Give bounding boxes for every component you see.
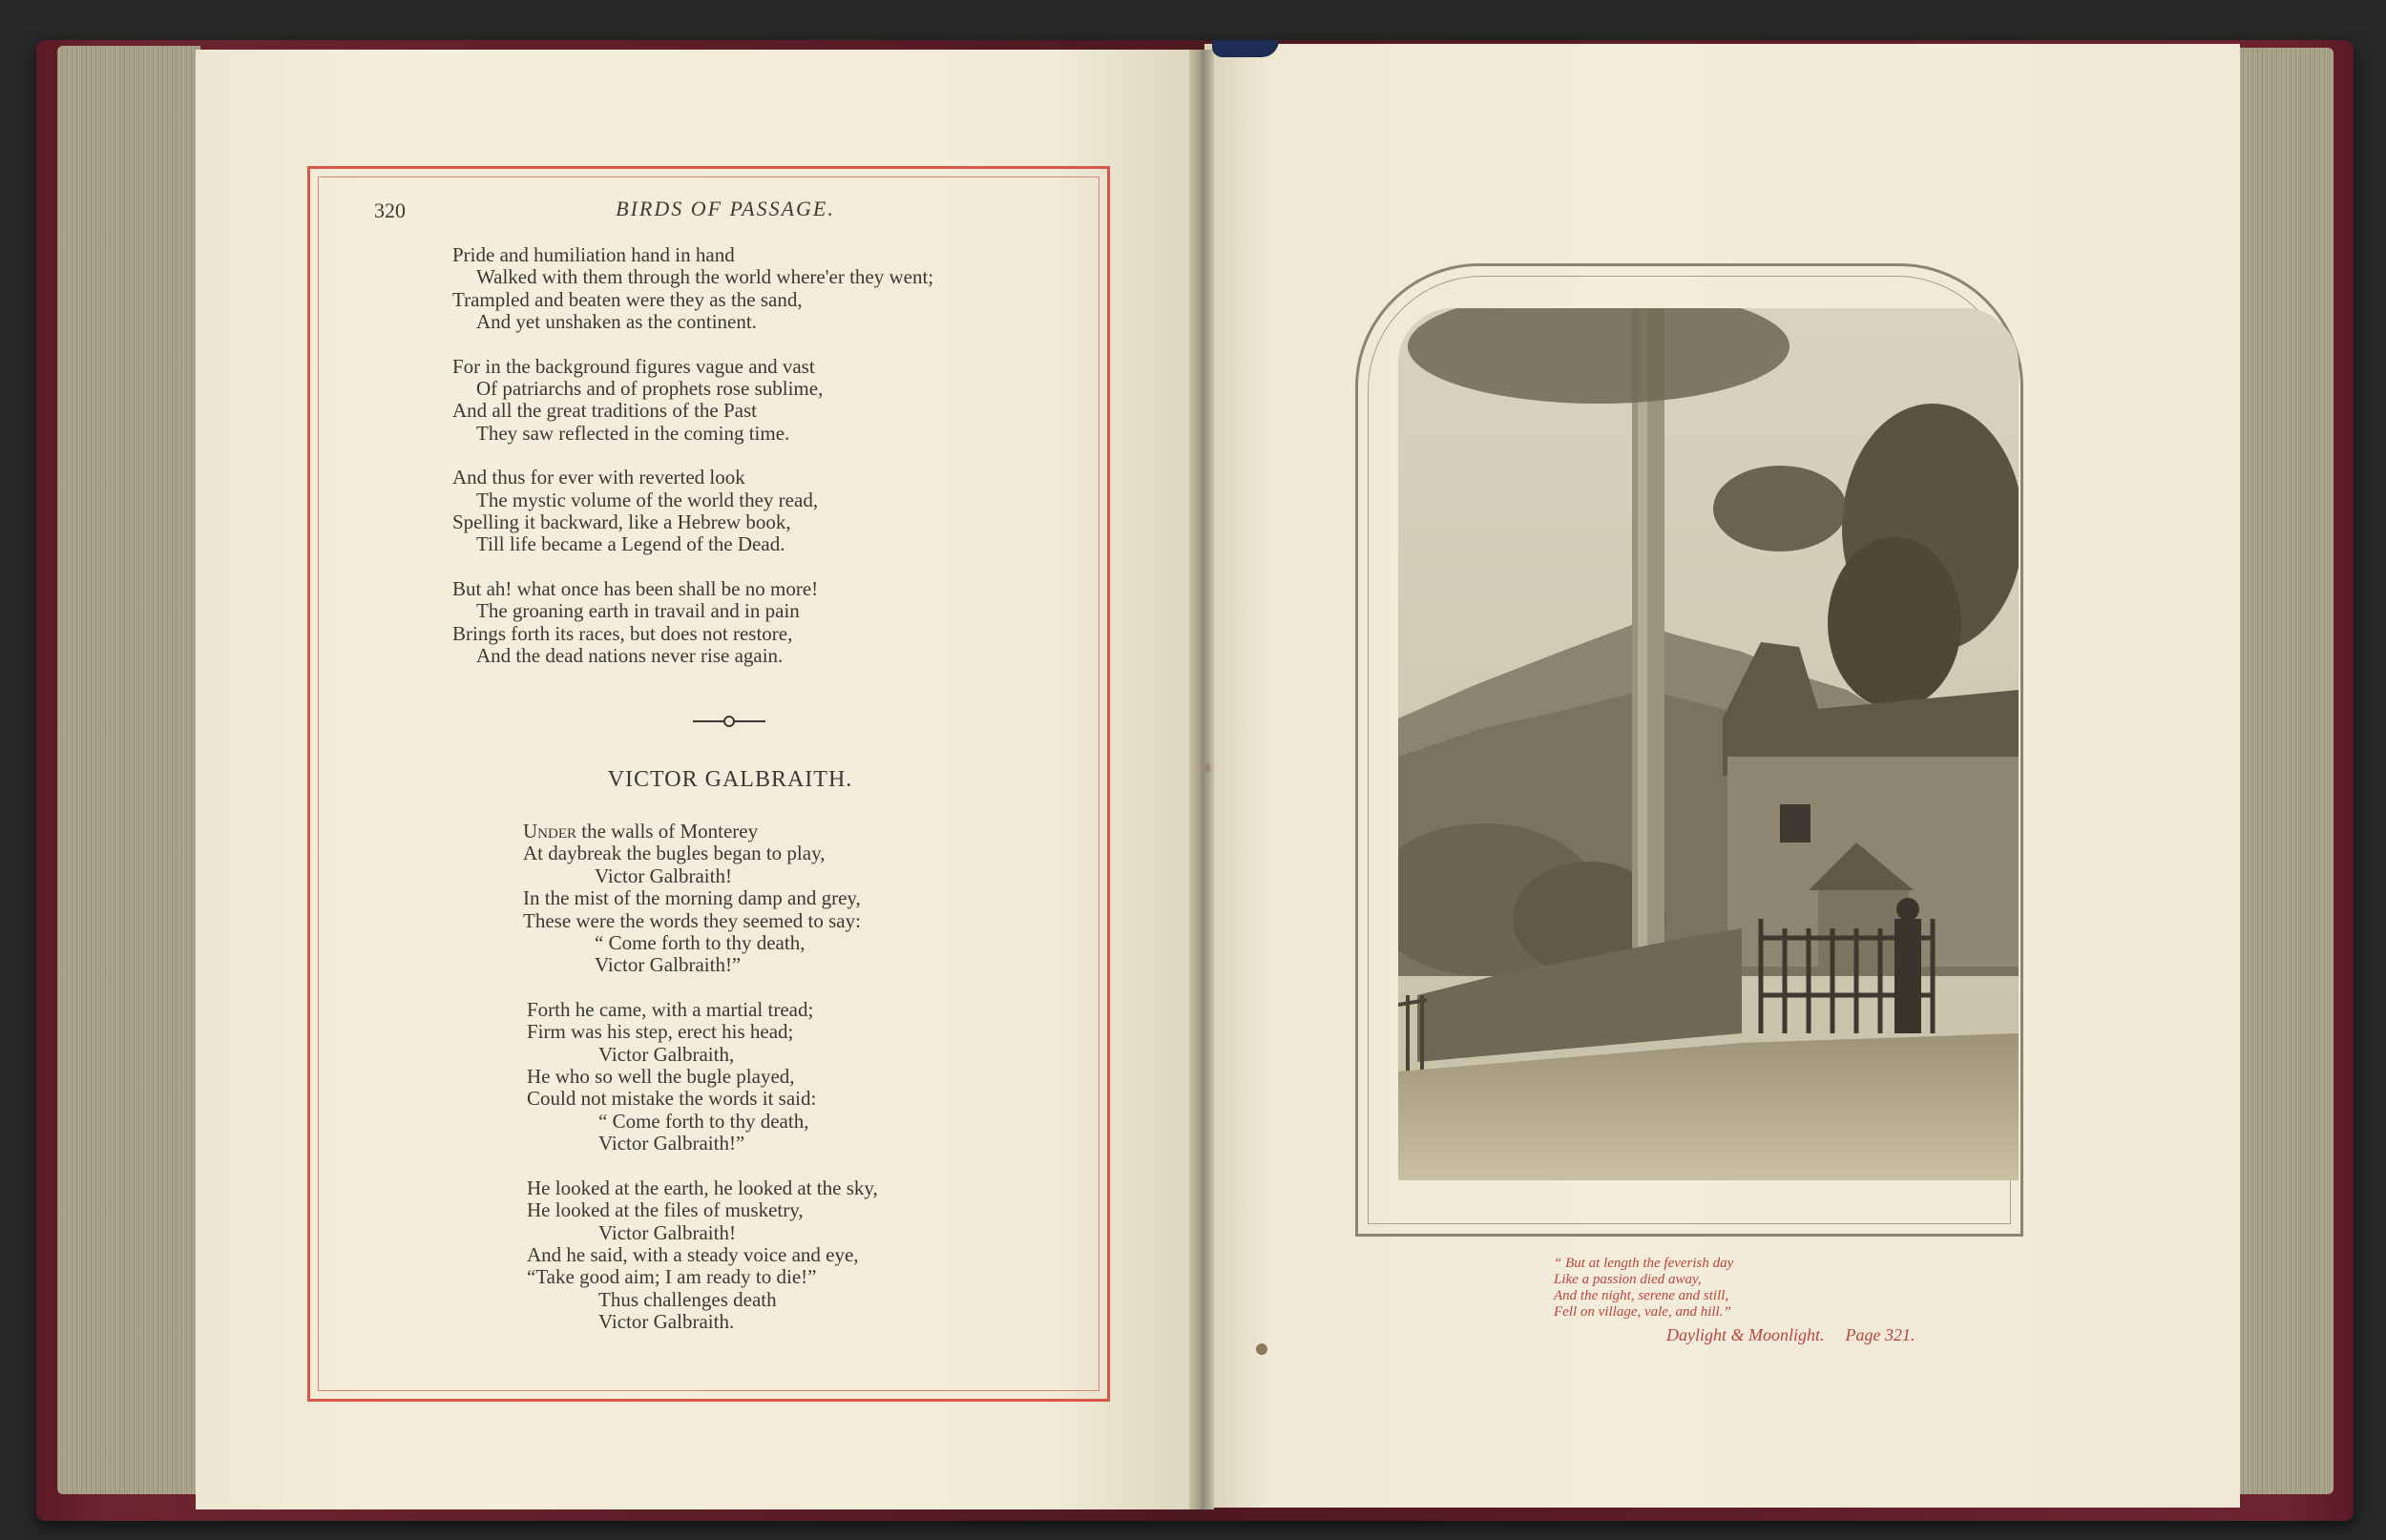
verse-line: Under the walls of Monterey [523,820,759,843]
verse-line: “ Come forth to thy death, [598,1109,809,1133]
stanza [527,1177,878,1334]
verse-line: “Take good aim; I am ready to die!” [527,1265,817,1289]
foxing-spot [1256,1343,1267,1355]
verse-line: Victor Galbraith, [598,1042,735,1066]
verse-line: Victor Galbraith. [598,1310,735,1334]
verse-line: Thus challenges death [598,1287,777,1311]
verse-line: Pride and humiliation hand in hand [452,243,735,266]
verse-line: The groaning earth in travail and in pain [476,599,800,623]
verse-line: Of patriarchs and of prophets rose sublime, [476,377,824,401]
verse-line: Till life became a Legend of the Dead. [476,532,785,556]
verse-line: For in the background figures vague and vast [452,354,815,378]
verse-line: Could not mistake the words it said: [527,1087,817,1111]
caption-reference [1666,1325,1915,1345]
verse-line: Victor Galbraith! [595,864,732,887]
verse-line: And yet unshaken as the continent. [476,310,757,334]
drop-word: Under [523,820,576,843]
verse-line: Trampled and beaten were they as the sand, [452,287,803,311]
verse-line: Victor Galbraith! [598,1220,736,1244]
caption-line: Fell on village, vale, and hill.” [1554,1304,1731,1320]
caption-line: Like a passion died away, [1554,1272,1702,1287]
poem-title: VICTOR GALBRAITH. [607,767,853,792]
stanza [452,244,933,334]
verse-line: These were the words they seemed to say: [523,908,861,932]
stanza [527,999,878,1155]
page-edges-left [57,46,200,1494]
stanza [452,356,933,446]
verse-line: “ Come forth to thy death, [595,931,806,955]
cottage-landscape-illustration [1398,308,2019,1180]
verse-line: In the mist of the morning damp and grey, [523,886,861,910]
ribbon-bookmark [1212,40,1279,57]
verse-line: At daybreak the bugles began to play, [523,842,826,865]
stanza [452,467,933,556]
page-number: 320 [374,198,406,222]
poem-victor-galbraith [523,821,878,1356]
book-gutter [1189,50,1214,1509]
verse-line: Victor Galbraith!” [595,953,742,977]
verse-line: Victor Galbraith!” [598,1132,745,1155]
verse-line: Spelling it backward, like a Hebrew book, [452,510,791,534]
caption-page-ref: Page 321. [1845,1325,1915,1344]
verse-line: But ah! what once has been shall be no more! [452,576,819,600]
foxing-spot [1204,763,1210,773]
verse-line: And all the great traditions of the Past [452,399,758,423]
verse-line: He looked at the earth, he looked at the sky, [527,1176,878,1199]
photo-caption-verse [1554,1256,1733,1321]
verse-line: He who so well the bugle played, [527,1065,795,1089]
caption-line: And the night, serene and still, [1554,1288,1729,1303]
verse-line: And thus for ever with reverted look [452,466,745,489]
verse-line: Firm was his step, erect his head; [527,1020,794,1044]
verse-line: Brings forth its races, but does not restore, [452,621,793,645]
verse-line: And the dead nations never rise again. [476,644,784,668]
albumen-photograph [1398,308,2019,1180]
verse-line: Walked with them through the world where'er they went; [476,265,934,289]
caption-line: “ But at length the feverish day [1554,1256,1734,1271]
stanza [452,578,933,668]
verse-line: He looked at the files of musketry, [527,1198,804,1222]
running-head: BIRDS OF PASSAGE. [616,197,835,220]
stanza [523,821,878,977]
verse-line: And he said, with a steady voice and eye, [527,1242,859,1266]
poem-continuation [452,244,933,690]
verse-line: The mystic volume of the world they read, [476,488,819,511]
verse-line: They saw reflected in the coming time. [476,421,790,445]
section-divider [693,716,765,727]
verse-line: Forth he came, with a martial tread; [527,997,814,1021]
caption-source: Daylight & Moonlight. [1666,1325,1825,1344]
